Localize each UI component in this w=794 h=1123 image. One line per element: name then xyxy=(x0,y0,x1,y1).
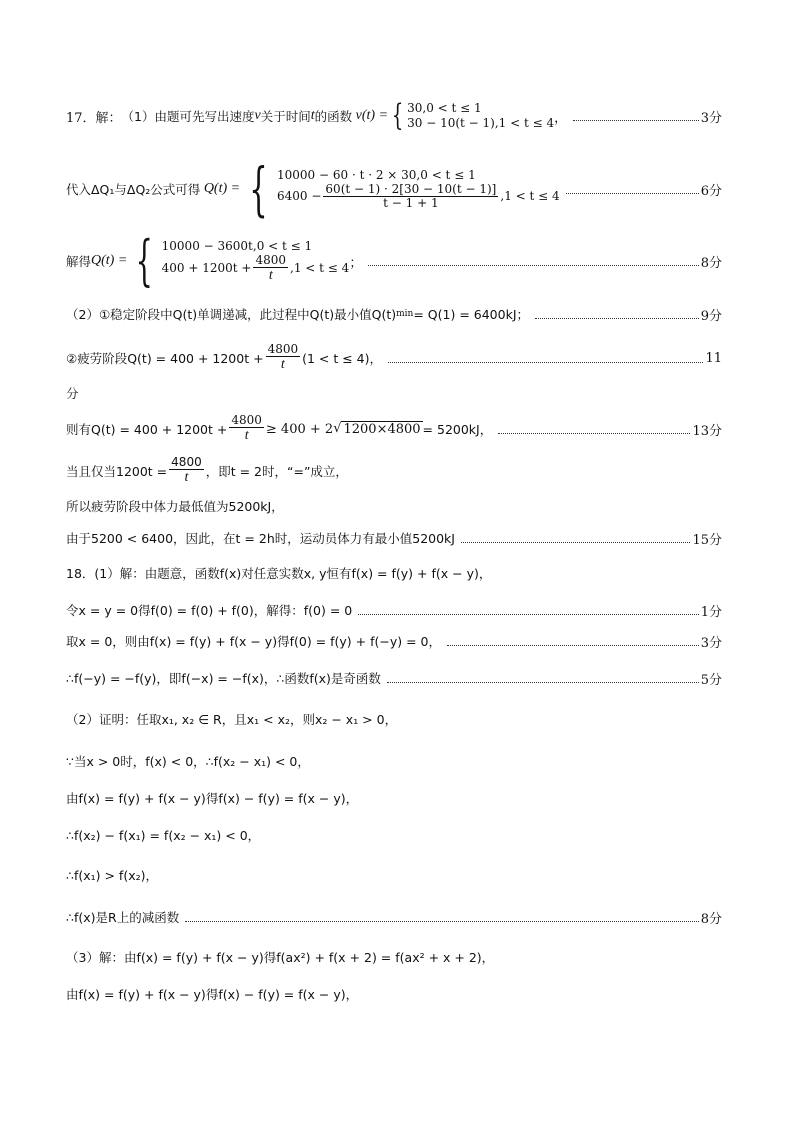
sqrt: √ 1200×4800 xyxy=(333,421,421,437)
brace: { xyxy=(135,229,154,292)
points-5: 5分 xyxy=(700,672,722,688)
fraction: $\frac{4800}{t}$ xyxy=(231,413,262,444)
points-11-unit: 分 xyxy=(66,386,79,401)
brace: { xyxy=(249,155,268,223)
q18-line-2: 令x = y = 0得f(0) = f(0) + f(0)，解得：f(0) = 0 1分 xyxy=(66,600,722,620)
var-t: t xyxy=(310,108,315,123)
q-case-2b: 400 + 1200t + $\frac{4800}{t}$ ,1 < t ≤ 4 xyxy=(161,252,350,283)
points-3: 3分 xyxy=(700,635,722,651)
v-case-1: 30,0 < t ≤ 1 xyxy=(407,101,482,115)
fraction: $\frac{4800}{t}$ xyxy=(267,342,299,373)
q18-line-6: ∵当x > 0时，f(x) < 0，∴f(x₂ − x₁) < 0， xyxy=(66,754,310,769)
q17-final-line: 由于5200 < 6400，因此，在t = 2h时，运动员体力有最小值5200kJ 15分 xyxy=(66,528,722,548)
solve-intro: 解得 xyxy=(66,254,92,269)
points-11: 11 xyxy=(705,350,722,366)
points-9: 9分 xyxy=(700,308,722,324)
q17-fatigue-line: ②疲劳阶段Q(t) = 400 + 1200t + $\frac{4800}{t}$ (1 < t ≤ 4)， 11 xyxy=(66,342,722,373)
q17-equality-line: 当且仅当1200t = $\frac{4800}{t}$ ，即t = 2时，“=”成立， xyxy=(66,455,348,486)
func-v-t: v(t) = xyxy=(352,108,389,123)
points-1: 1分 xyxy=(700,604,722,620)
q18-line-8: ∴f(x₂) − f(x₁) = f(x₂ − x₁) < 0， xyxy=(66,828,261,843)
q-cases-2 xyxy=(162,239,350,284)
points-8: 8分 xyxy=(700,911,722,927)
q18-line-12: 由f(x) = f(y) + f(x − y)得f(x) − f(y) = f(x − y)， xyxy=(66,987,359,1002)
q-case-1a: 10000 − 60 · t · 2 × 30,0 < t ≤ 1 xyxy=(277,167,476,182)
q-cases-1 xyxy=(277,168,560,210)
q18-line-1: 18．(1）解：由题意，函数f(x)对任意实数x, y恒有f(x) = f(y) + f(x − y)， xyxy=(66,566,492,581)
q18-line-10: ∴f(x)是R上的减函数 8分 xyxy=(66,907,722,927)
points-15: 15分 xyxy=(692,532,722,548)
q18-line-9: ∴f(x₁) > f(x₂)， xyxy=(66,868,158,883)
dot-leader xyxy=(461,542,690,543)
dot-leader xyxy=(358,614,698,615)
dot-leader xyxy=(388,362,703,363)
q17-p1-mid2: 的函数 xyxy=(314,109,353,124)
substitute-intro: 代入ΔQ₁与ΔQ₂公式可得 xyxy=(66,182,201,197)
q17-p1-mid: 关于时间 xyxy=(260,109,311,124)
points-6: 6分 xyxy=(700,183,722,199)
v-cases xyxy=(407,101,554,131)
dot-leader xyxy=(185,921,699,922)
q17-substitute-line: 代入ΔQ₁与ΔQ₂公式可得 Q(t) = { 10000 − 60 · t · 2 × 30,0 < t ≤ 1 6400 − $\frac{60(t - 1) \cdot 2[30 - 10(t - 1)]}{t - 1 + 1}$ ,1 < t ≤ 4 6分 xyxy=(66,155,722,223)
points-13: 13分 xyxy=(692,423,722,439)
q18-line-5: （2）证明：任取x₁, x₂ ∈ R，且x₁ < x₂，则x₂ − x₁ > 0， xyxy=(66,712,398,727)
dot-leader xyxy=(573,120,699,121)
q17-part2-line: （2）①稳定阶段中Q(t)单调递减，此过程中Q(t)最小值Q(t) min = Q(1) = 6400kJ； 9分 xyxy=(66,303,722,325)
fraction: $\frac{4800}{t}$ xyxy=(255,252,287,283)
q17-inequality-line: 则有Q(t) = 400 + 1200t + $\frac{4800}{t}$ ≥ 400 + 2 √ 1200×4800 = 5200kJ， 13分 xyxy=(66,413,722,444)
q18-line-4: ∴f(−y) = −f(y)，即f(−x) = −f(x)，∴函数f(x)是奇函数 5分 xyxy=(66,668,722,688)
q18-line-7: 由f(x) = f(y) + f(x − y)得f(x) − f(y) = f(x − y)， xyxy=(66,791,359,806)
fraction: $\frac{4800}{t}$ xyxy=(171,455,202,486)
dot-leader xyxy=(498,433,690,434)
q17-p1-intro: （1）由题可先写出速度 xyxy=(121,109,255,124)
dot-leader xyxy=(566,193,699,194)
q-case-2a: 10000 − 3600t,0 < t ≤ 1 xyxy=(161,238,313,253)
points-3: 3分 xyxy=(700,110,722,126)
q18-line-3: 取x = 0，则由f(x) = f(y) + f(x − y)得f(0) = f(y) + f(−y) = 0， 3分 xyxy=(66,631,722,651)
q-case-1b: 6400 − $\frac{60(t - 1) \cdot 2[30 - 10(t - 1)]}{t - 1 + 1}$ ,1 < t ≤ 4 xyxy=(277,181,560,210)
dot-leader xyxy=(387,682,699,683)
dot-leader xyxy=(368,265,698,266)
q17-label: 17．解： xyxy=(66,110,122,126)
v-case-2: 30 − 10(t − 1),1 < t ≤ 4 xyxy=(407,116,555,130)
q18-line-11: （3）解：由f(x) = f(y) + f(x − y)得f(ax²) + f(x + 2) = f(ax² + x + 2)， xyxy=(66,950,495,965)
var-v: v xyxy=(254,108,261,123)
q17-min-line: 所以疲劳阶段中体力最低值为5200kJ， xyxy=(66,499,284,514)
part2-text: （2）①稳定阶段中Q(t)单调递减，此过程中Q(t)最小值Q(t) xyxy=(66,307,397,322)
fraction: $\frac{60(t - 1) \cdot 2[30 - 10(t - 1)]}{t - 1 + 1}$ xyxy=(325,181,497,210)
q17-part1-line: 17．解： （1）由题可先写出速度 v 关于时间 t 的函数 v(t) = { 30,0 < t ≤ 1 30 − 10(t − 1),1 < t ≤ 4 ， 3分 xyxy=(66,98,722,133)
points-8: 8分 xyxy=(700,255,722,271)
dot-leader xyxy=(535,318,699,319)
brace: { xyxy=(391,98,404,133)
q17-solve-line: 解得 Q(t) = { 10000 − 3600t,0 < t ≤ 1 400 + 1200t + $\frac{4800}{t}$ ,1 < t ≤ 4 ； 8分 xyxy=(66,229,722,292)
dot-leader xyxy=(447,645,699,646)
